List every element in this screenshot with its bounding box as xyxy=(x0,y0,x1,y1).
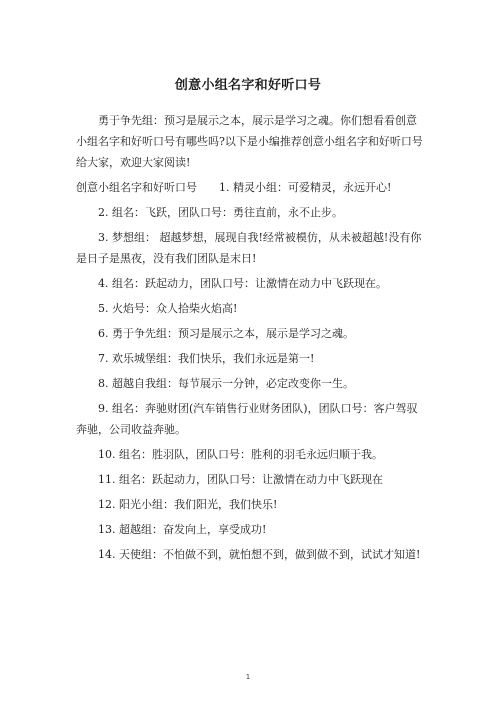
list-item: 4. 组名：跃起动力，团队口号：让激情在动力中飞跃现在。 xyxy=(98,277,387,290)
document-body xyxy=(76,110,423,569)
list-item: 5. 火焰号：众人拾柴火焰高! xyxy=(98,302,238,315)
list-item: 7. 欢乐城堡组：我们快乐，我们永远是第一! xyxy=(98,352,315,365)
list-item-text: 1. 精灵小组：可爱精灵，永远开心! xyxy=(219,181,392,194)
list-item: 13. 超越组：奋发向上，享受成功! xyxy=(98,523,267,536)
list-item: 14. 天使组：不怕做不到，就怕想不到，做到做不到，试试才知道! xyxy=(98,548,421,561)
list-item: 3. 梦想组： 超越梦想，展现自我!经常被模仿，从未被超越!没有你是日子是黑夜，没有我们团队是末日! xyxy=(76,231,422,265)
document-title: 创意小组名字和好听口号 xyxy=(174,78,322,93)
list-item: 12. 阳光小组：我们阳光，我们快乐! xyxy=(98,498,278,511)
list-item: 10. 组名：胜羽队，团队口号：胜利的羽毛永远归顺于我。 xyxy=(98,448,383,461)
list-item: 6. 勇于争先组：预习是展示之本，展示是学习之魂。 xyxy=(98,327,354,340)
list-item: 2. 组名：飞跃，团队口号：勇往直前，永不止步。 xyxy=(98,206,343,219)
list-item: 11. 组名：跃起动力，团队口号：让激情在动力中飞跃现在 xyxy=(98,473,383,486)
list-item: 9. 组名：奔驰财团(汽车销售行业财务团队)，团队口号：客户驾驭奔驰，公司收益奔驰。 xyxy=(76,402,418,436)
intro-paragraph: 勇于争先组：预习是展示之本，展示是学习之魂。你们想看看创意小组名字和好听口号有哪些吗?以下是小编推荐创意小组名字和好听口号给大家，欢迎大家阅读! xyxy=(76,114,423,169)
list-item: 8. 超越自我组：每节展示一分钟，必定改变你一生。 xyxy=(98,377,354,390)
list-item xyxy=(76,177,423,198)
inline-heading: 创意小组名字和好听口号 xyxy=(76,181,197,194)
page-number: 1 xyxy=(245,673,251,681)
